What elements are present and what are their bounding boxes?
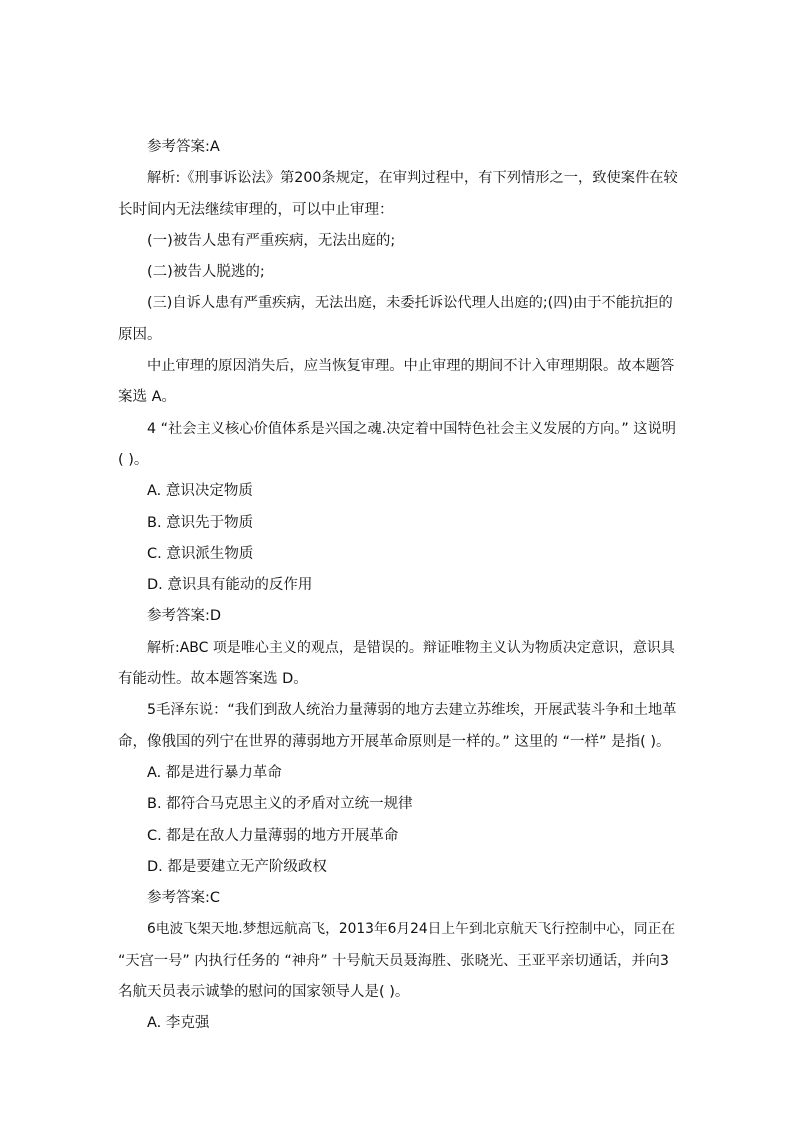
question-line: 5毛泽东说：“我们到敌人统治力量薄弱的地方去建立苏维埃，开展武装斗争和土地革 (147, 702, 677, 719)
option-line: B. 意识先于物质 (147, 514, 254, 531)
question-line: ( )。 (118, 451, 149, 468)
answer-line: 参考答案:A (147, 139, 220, 155)
clause-line: (二)被告人脱逃的; (147, 264, 265, 281)
paragraph-line: 案选 A。 (118, 389, 177, 406)
answer-line: 参考答案:D (147, 608, 222, 625)
option-line: C. 意识派生物质 (147, 545, 254, 562)
option-line: A. 李克强 (147, 1015, 210, 1032)
question-line: 名航天员表示诚挚的慰问的国家领导人是( )。 (118, 984, 410, 1001)
analysis-line: 解析:ABC 项是唯心主义的观点，是错误的。辩证唯物主义认为物质决定意识，意识具 (147, 639, 675, 656)
question-line: 4 “社会主义核心价值体系是兴国之魂.决定着中国特色社会主义发展的方向。” 这说明 (147, 420, 677, 437)
option-line: D. 意识具有能动的反作用 (147, 577, 313, 594)
analysis-line: 解析:《刑事诉讼法》第200条规定，在审判过程中，有下列情形之一，致使案件在较 (147, 170, 678, 187)
clause-line: (一)被告人患有严重疾病，无法出庭的; (147, 232, 396, 249)
question-line: “天宫一号” 内执行任务的 “神舟” 十号航天员聂海胜、张晓光、王亚平亲切通话，并向3 (118, 952, 669, 969)
question-line: 命，像俄国的列宁在世界的薄弱地方开展革命原则是一样的。” 这里的 “一样” 是指( )。 (118, 733, 671, 750)
option-line: C. 都是在敌人力量薄弱的地方开展革命 (147, 827, 399, 844)
option-line: A. 都是进行暴力革命 (147, 764, 282, 781)
paragraph-line: 中止审理的原因消失后，应当恢复审理。中止审理的期间不计入审理期限。故本题答 (147, 358, 675, 375)
option-line: D. 都是要建立无产阶级政权 (147, 858, 327, 875)
clause-line: 原因。 (118, 326, 162, 343)
option-line: A. 意识决定物质 (147, 483, 253, 500)
document-body (118, 132, 678, 1040)
clause-line: (三)自诉人患有严重疾病，无法出庭，未委托诉讼代理人出庭的;(四)由于不能抗拒的 (147, 295, 673, 312)
option-line: B. 都符合马克思主义的矛盾对立统一规律 (147, 796, 413, 813)
question-line: 6电波飞架天地.梦想远航高飞，2013年6月24日上午到北京航天飞行控制中心，同正在 (147, 921, 676, 938)
analysis-line: 有能动性。故本题答案选 D。 (118, 671, 308, 688)
analysis-line: 长时间内无法继续审理的，可以中止审理： (118, 201, 394, 218)
answer-line: 参考答案:C (147, 890, 221, 907)
